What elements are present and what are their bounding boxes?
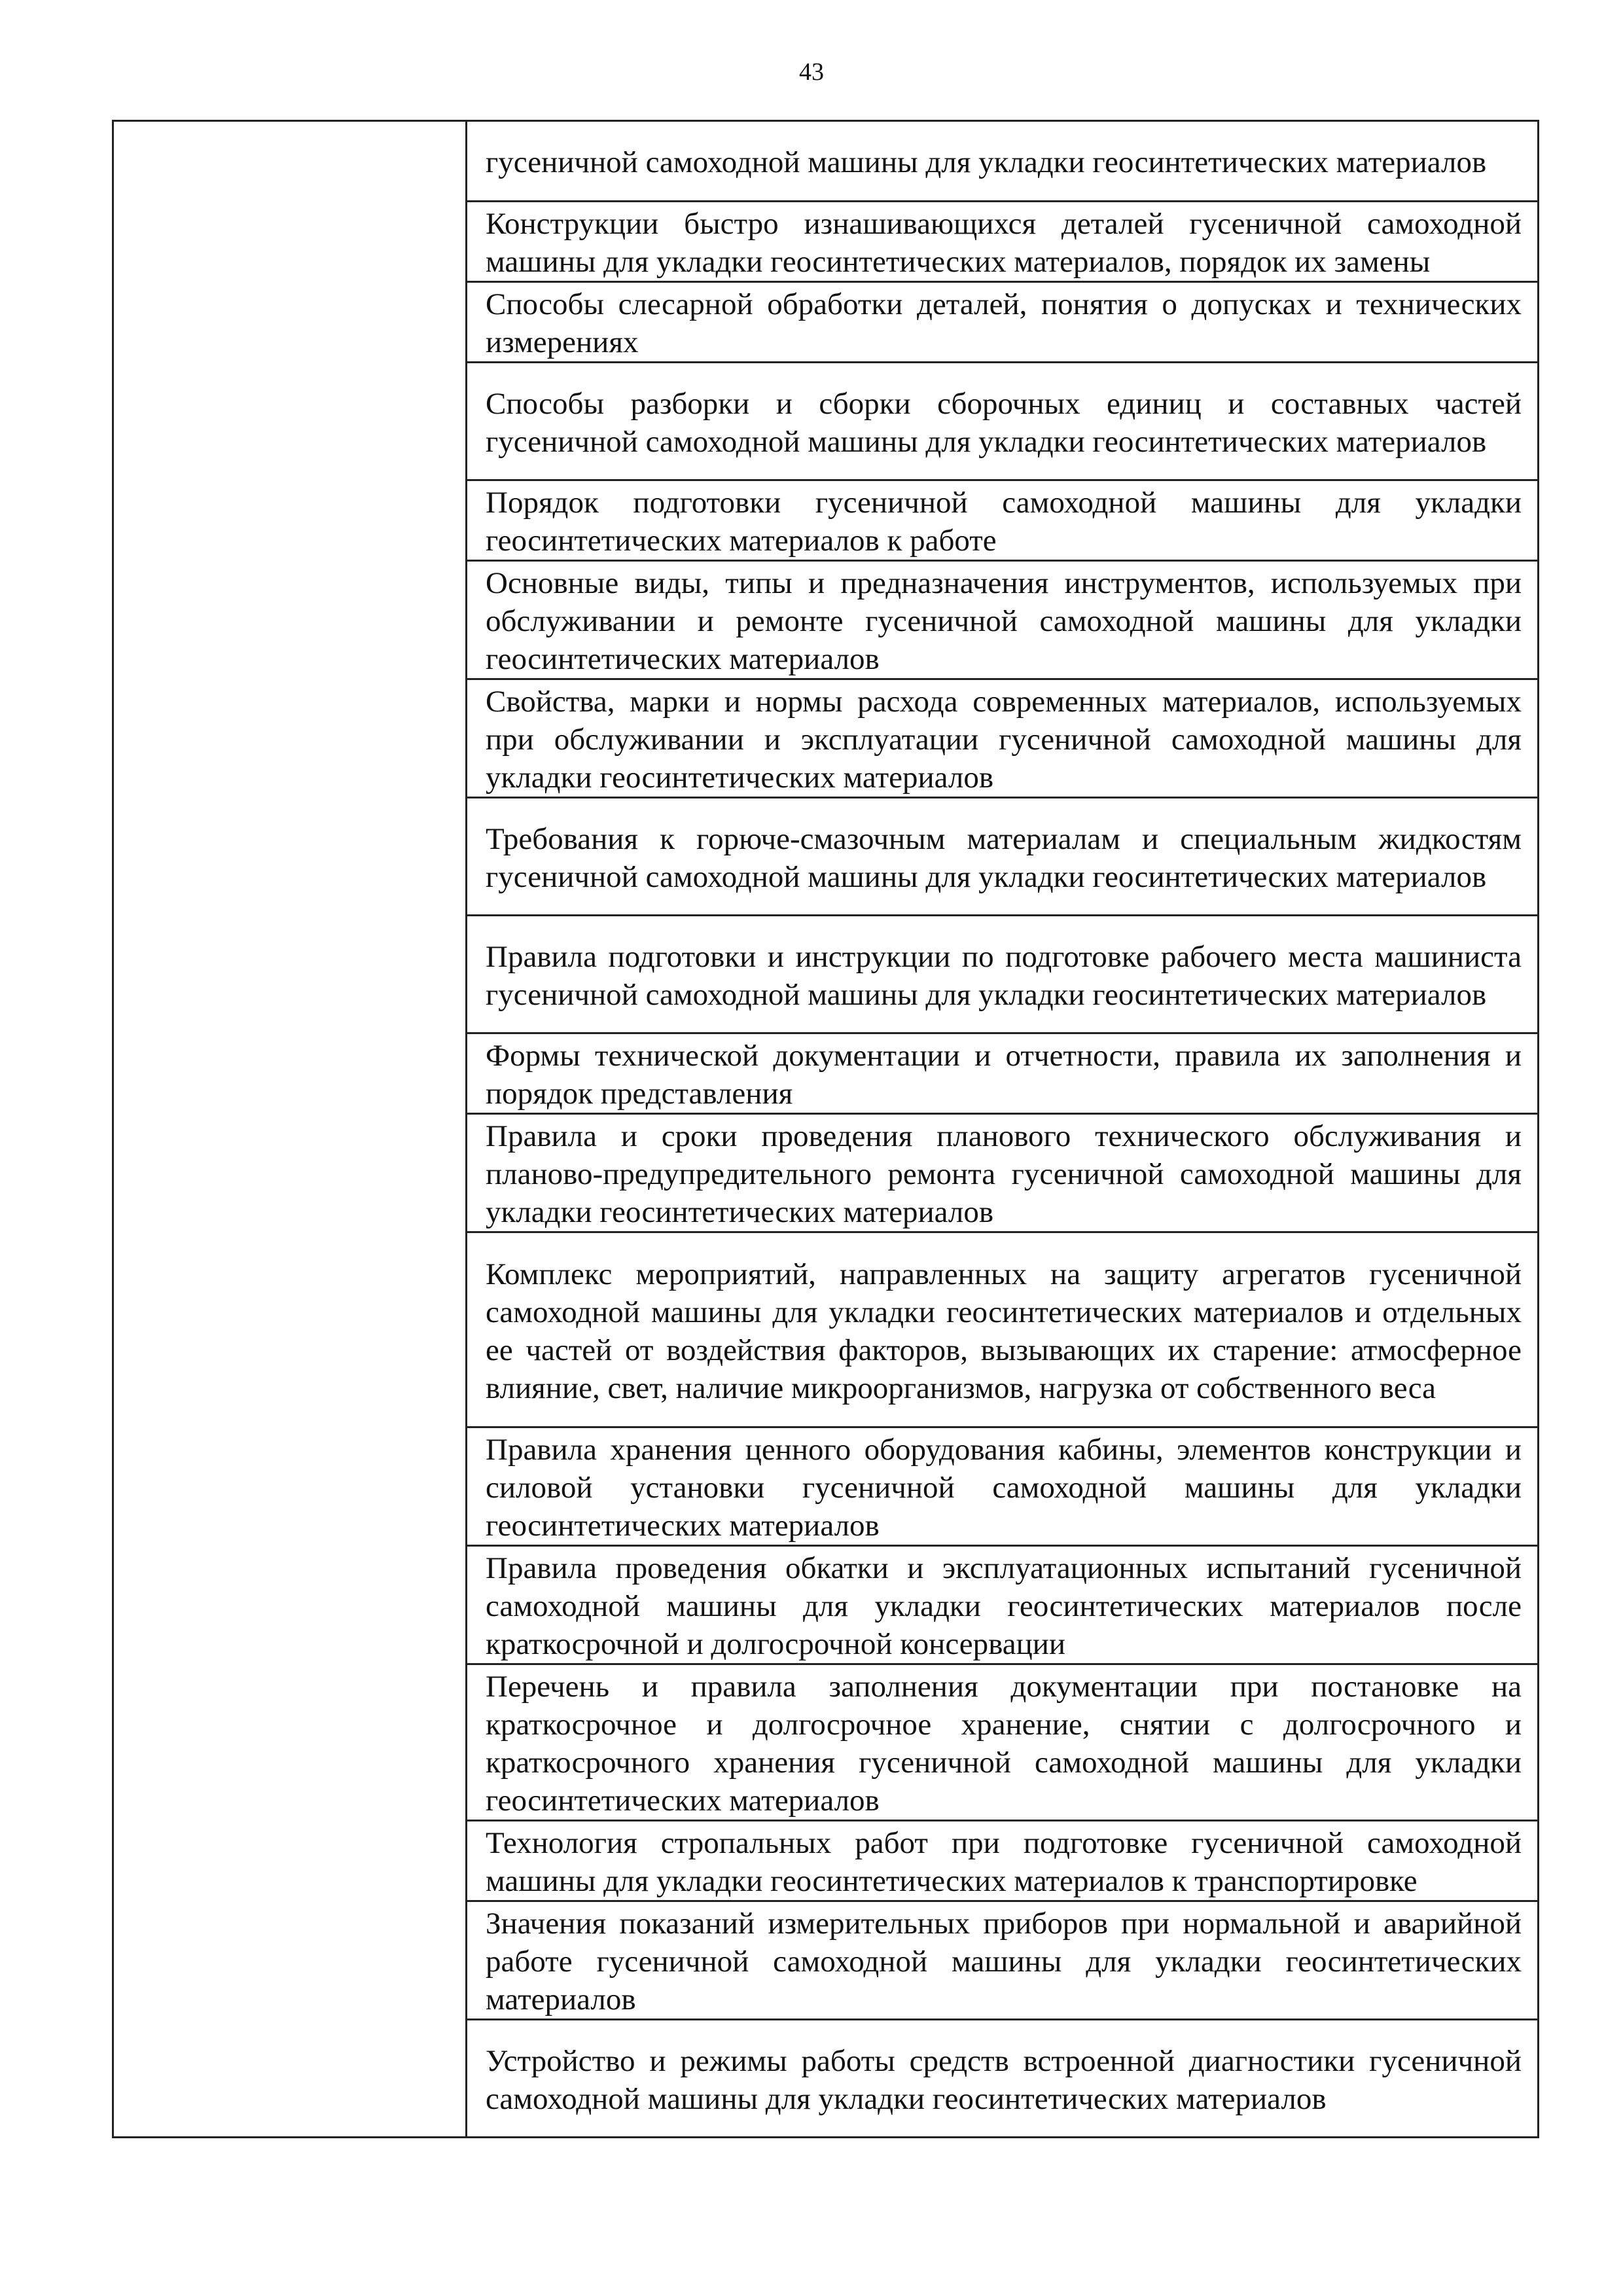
- knowledge-table: [112, 120, 1539, 2138]
- table-cell: [467, 1901, 1539, 2020]
- cell-text: Правила и сроки проведения планового технического обслуживания и планово-предупредительного ремонта гусеничной самоходной машины для укладки геосинтетических материалов: [486, 1119, 1522, 1229]
- table-row: [113, 121, 1539, 202]
- cell-text: Конструкции быстро изнашивающихся деталей гусеничной самоходной машины для укладки геосинтетических материалов, порядок их замены: [486, 207, 1522, 279]
- cell-text: Перечень и правила заполнения документации при постановке на краткосрочное и долгосрочное хранение, снятии с долгосрочного и краткосрочного хранения гусеничной самоходной машины для укладки геосинтетических материалов: [486, 1670, 1522, 1818]
- cell-text: Правила проведения обкатки и эксплуатационных испытаний гусеничной самоходной машины для укладки геосинтетических материалов после краткосрочной и долгосрочной консервации: [486, 1551, 1522, 1661]
- table-cell: [467, 1821, 1539, 1901]
- table-cell: [467, 561, 1539, 679]
- cell-text: Требования к горюче-смазочным материалам и специальным жидкостям гусеничной самоходной машины для укладки геосинтетических материалов: [486, 821, 1522, 894]
- cell-text: Технология стропальных работ при подготовке гусеничной самоходной машины для укладки геосинтетических материалов к транспортировке: [486, 1826, 1522, 1898]
- page-number: 43: [799, 58, 824, 86]
- cell-text: гусеничной самоходной машины для укладки геосинтетических материалов: [486, 145, 1487, 179]
- cell-text: Порядок подготовки гусеничной самоходной машины для укладки геосинтетических материалов к работе: [486, 486, 1522, 558]
- cell-text: Устройство и режимы работы средств встроенной диагностики гусеничной самоходной машины для укладки геосинтетических материалов: [486, 2043, 1522, 2116]
- table-cell: [467, 916, 1539, 1033]
- cell-text: Правила хранения ценного оборудования кабины, элементов конструкции и силовой установки гусеничной самоходной машины для укладки геосинтетических материалов: [486, 1433, 1522, 1543]
- table-cell: [467, 121, 1539, 202]
- table-cell: [467, 1427, 1539, 1546]
- cell-text: Значения показаний измерительных приборов при нормальной и аварийной работе гусеничной самоходной машины для укладки геосинтетических материалов: [486, 1907, 1522, 2017]
- table-cell: [467, 1664, 1539, 1821]
- cell-text: Правила подготовки и инструкции по подготовке рабочего места машиниста гусеничной самоходной машины для укладки геосинтетических материалов: [486, 939, 1522, 1012]
- cell-text: Комплекс мероприятий, направленных на защиту агрегатов гусеничной самоходной машины для укладки геосинтетических материалов и отдельных ее частей от воздействия факторов, вызывающих их старение: атмосферное влияние, свет, наличие микроорганизмов, нагрузка от собственного веса: [486, 1257, 1522, 1405]
- table-cell: [467, 363, 1539, 480]
- table-cell: [467, 1232, 1539, 1427]
- cell-text: Свойства, марки и нормы расхода современных материалов, используемых при обслуживании и эксплуатации гусеничной самоходной машины для укладки геосинтетических материалов: [486, 685, 1522, 795]
- cell-text: Способы разборки и сборки сборочных единиц и составных частей гусеничной самоходной машины для укладки геосинтетических материалов: [486, 386, 1522, 459]
- table-cell: [467, 480, 1539, 561]
- table-cell: [467, 1114, 1539, 1232]
- table-cell: [467, 798, 1539, 916]
- table-cell: [467, 2020, 1539, 2138]
- cell-text: Основные виды, типы и предназначения инструментов, используемых при обслуживании и ремонте гусеничной самоходной машины для укладки геосинтетических материалов: [486, 566, 1522, 676]
- table-cell: [467, 679, 1539, 798]
- table-cell: [467, 282, 1539, 363]
- table-cell: [467, 1033, 1539, 1114]
- cell-text: Способы слесарной обработки деталей, понятия о допусках и технических измерениях: [486, 287, 1522, 359]
- table-cell: [467, 202, 1539, 282]
- cell-text: Формы технической документации и отчетности, правила их заполнения и порядок представления: [486, 1039, 1522, 1111]
- table-cell: [467, 1546, 1539, 1664]
- left-column-cell: [113, 121, 467, 2138]
